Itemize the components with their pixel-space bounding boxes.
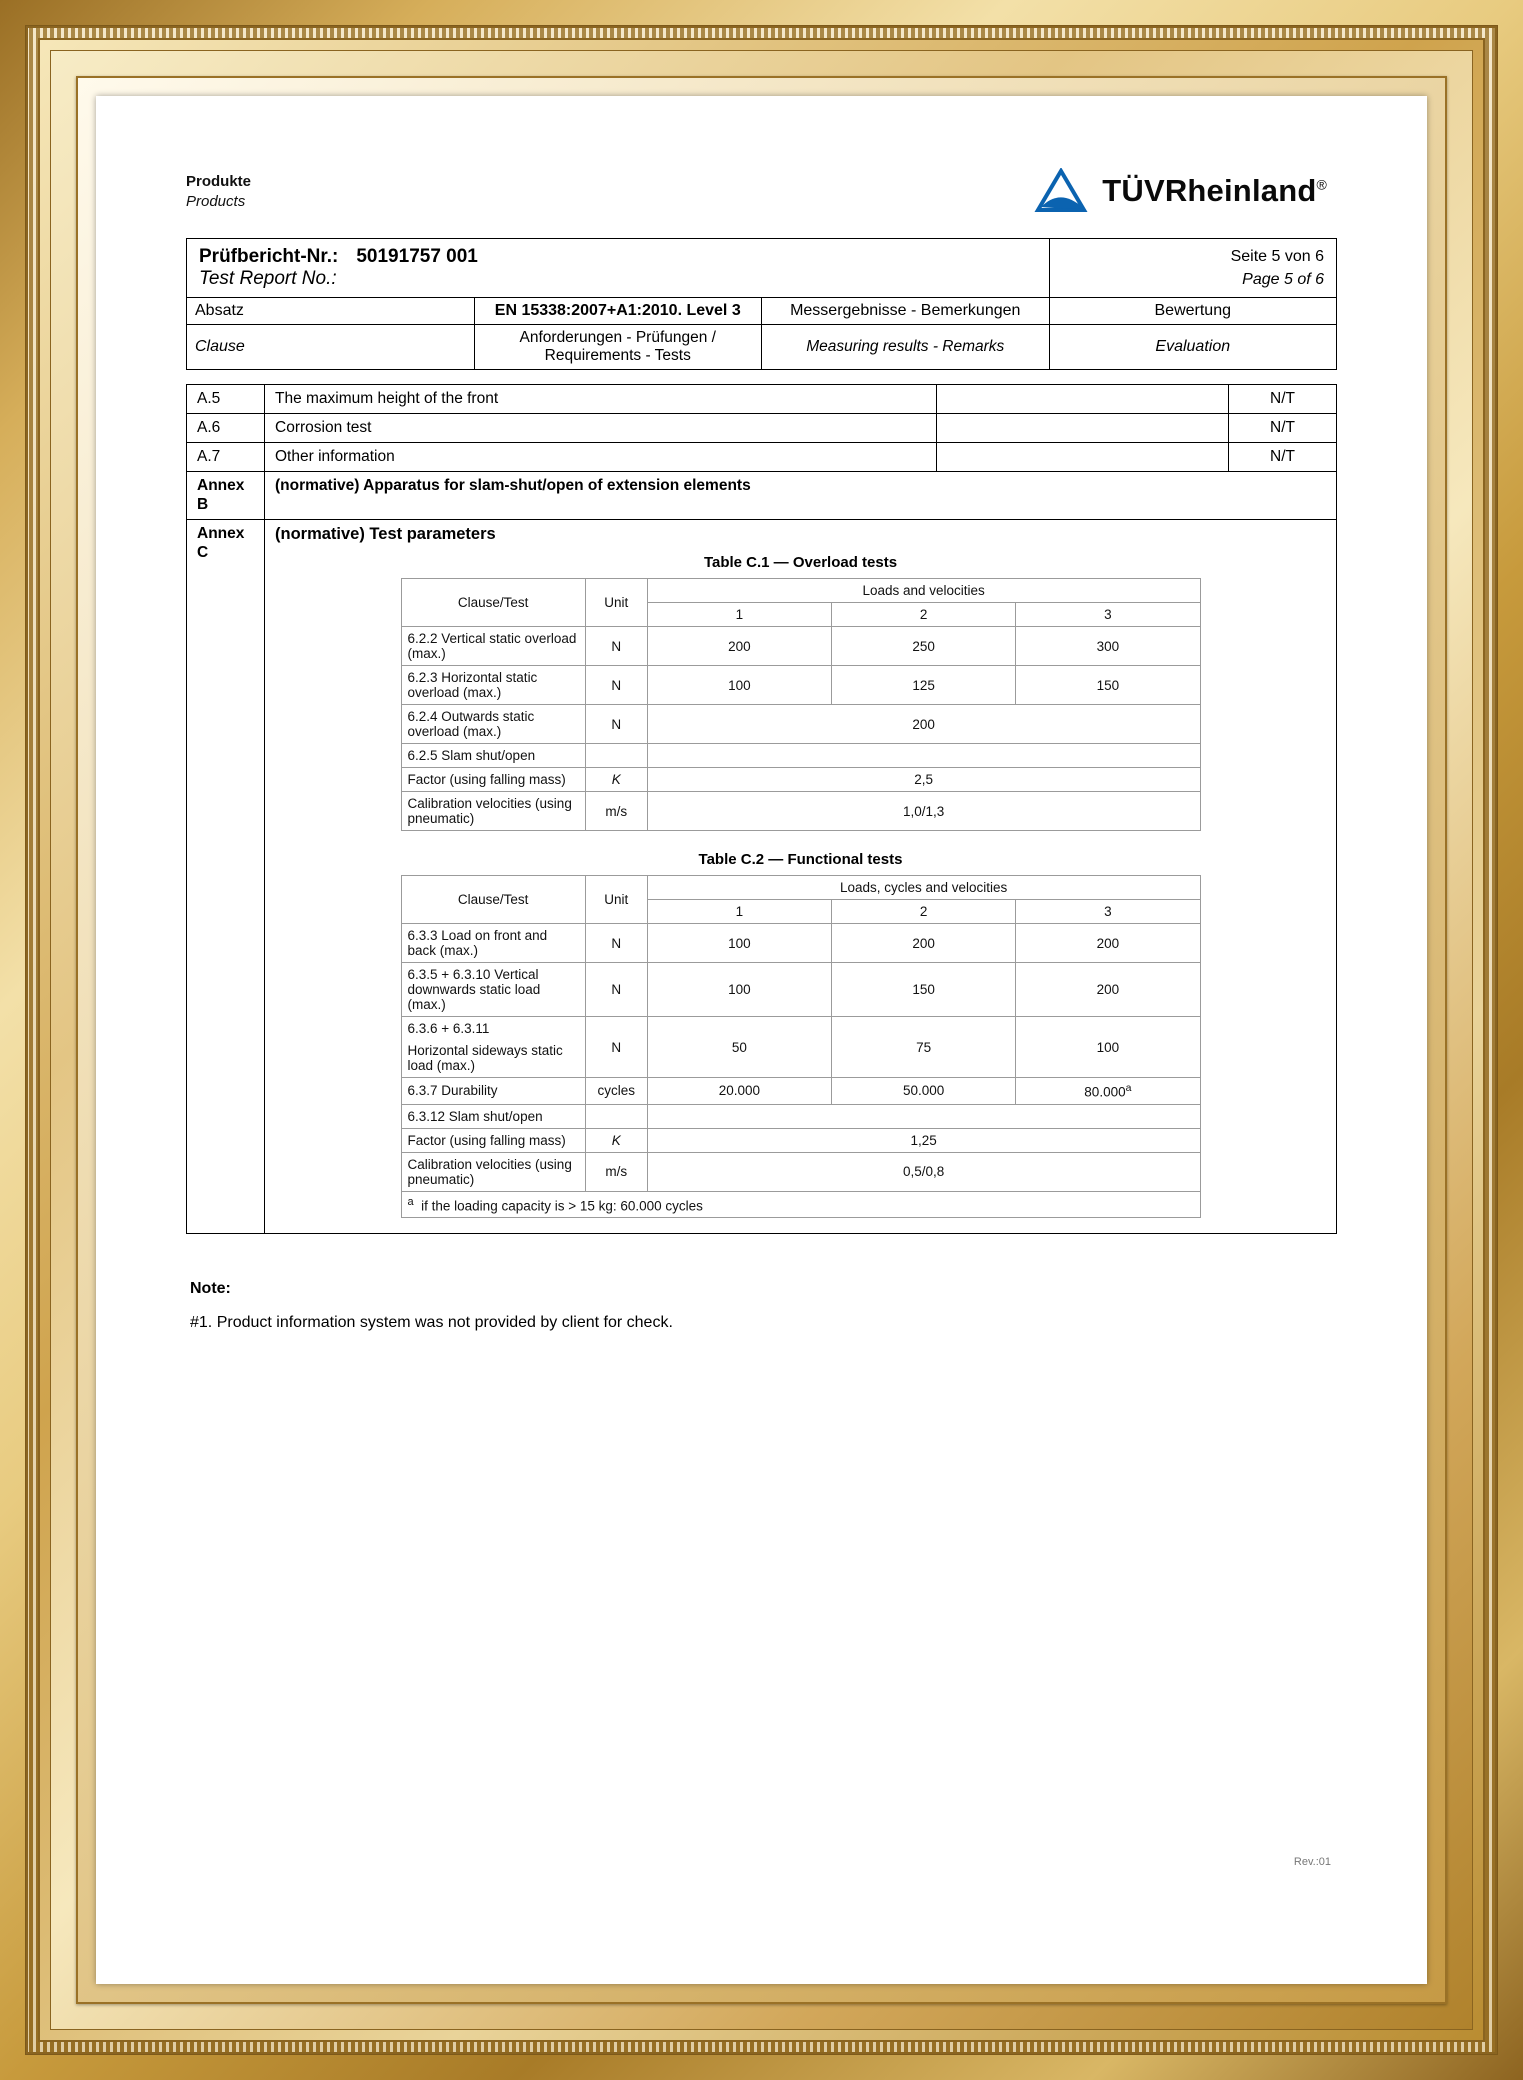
- table-c2-head-group: Loads, cycles and velocities: [647, 876, 1200, 900]
- table-row: [187, 443, 1337, 472]
- table-c2-span-value: 1,25: [647, 1128, 1200, 1152]
- row-measuring-results: [937, 443, 1229, 472]
- row-evaluation: N/T: [1229, 443, 1337, 472]
- table-c2-row: [401, 1104, 1200, 1128]
- table-c2-row: [401, 1078, 1200, 1105]
- report-number-label-de: Prüfbericht-Nr.:: [199, 246, 339, 267]
- clause-table: [186, 384, 1337, 1234]
- table-c2-footnote-marker: a: [407, 1195, 414, 1208]
- produkte-label-en: Products: [186, 193, 246, 211]
- column-header-row-en: [187, 325, 1337, 370]
- table-c1-row: [401, 705, 1200, 744]
- table-c1-v1: 100: [647, 666, 831, 705]
- tuv-triangle-logo-icon: [1032, 168, 1090, 214]
- col3-header-en: Measuring results - Remarks: [762, 325, 1050, 370]
- row-clause: A.5: [187, 385, 265, 414]
- table-c2-v3-footnote-ref: a: [1125, 1082, 1132, 1095]
- table-c2-head-clause: Clause/Test: [401, 876, 585, 924]
- table-c1-row: [401, 768, 1200, 792]
- table-c2-test-line2: Horizontal sideways static load (max.): [407, 1043, 563, 1074]
- table-c1-span-value: 1,0/1,3: [647, 792, 1200, 831]
- row-evaluation: N/T: [1229, 385, 1337, 414]
- page-indicator-de: Seite 5 von 6: [1230, 247, 1324, 265]
- table-c2-span-value: [647, 1104, 1200, 1128]
- table-c2-test: Calibration velocities (using pneumatic): [401, 1152, 585, 1191]
- annex-b-title: (normative) Apparatus for slam-shut/open of extension elements: [265, 472, 1337, 520]
- table-c2-row: [401, 924, 1200, 963]
- table-c2-unit: N: [585, 1017, 647, 1078]
- table-c1-test: Calibration velocities (using pneumatic): [401, 792, 585, 831]
- table-c2-test: 6.3.5 + 6.3.10 Vertical downwards static load (max.): [401, 963, 585, 1017]
- table-c1-span-value: 2,5: [647, 768, 1200, 792]
- table-c1-head-clause: Clause/Test: [401, 579, 585, 627]
- table-c1-v3: 150: [1016, 666, 1200, 705]
- table-c2-v3: 100: [1016, 1017, 1200, 1078]
- col3-header-de: Messergebnisse - Bemerkungen: [762, 298, 1050, 325]
- logo-registered-mark: ®: [1316, 176, 1327, 193]
- table-c2-footnote-text: if the loading capacity is > 15 kg: 60.000 cycles: [421, 1198, 703, 1214]
- table-c2-unit: m/s: [585, 1152, 647, 1191]
- row-evaluation: N/T: [1229, 414, 1337, 443]
- table-c2-row: [401, 963, 1200, 1017]
- table-c1-span-value: 200: [647, 705, 1200, 744]
- table-c1-v3: 300: [1016, 627, 1200, 666]
- table-c1: [401, 578, 1201, 831]
- table-c1-head-group: Loads and velocities: [647, 579, 1200, 603]
- table-c2-test: 6.3.12 Slam shut/open: [401, 1104, 585, 1128]
- note-body: #1. Product information system was not provided by client for check.: [190, 1314, 673, 1332]
- table-c1-unit: [585, 744, 647, 768]
- logo-text: TÜVRheinland: [1102, 173, 1317, 208]
- table-c1-unit: N: [585, 666, 647, 705]
- table-c2-v3: 80.000: [1084, 1084, 1126, 1100]
- table-c2-wrapper: [275, 841, 1326, 1228]
- table-c2-v2: 50.000: [832, 1078, 1016, 1105]
- row-clause: A.6: [187, 414, 265, 443]
- table-c2-span-value: 0,5/0,8: [647, 1152, 1200, 1191]
- annex-c-label: Annex C: [187, 520, 265, 1234]
- table-c2-v3: 200: [1016, 963, 1200, 1017]
- row-clause: A.7: [187, 443, 265, 472]
- table-c2-head-unit: Unit: [585, 876, 647, 924]
- table-c1-head-col-2: 2: [832, 603, 1016, 627]
- table-c2-v1: 20.000: [647, 1078, 831, 1105]
- table-c1-wrapper: [275, 544, 1326, 841]
- col4-header-en: Evaluation: [1049, 325, 1337, 370]
- table-c2-v2: 75: [832, 1017, 1016, 1078]
- table-c1-v2: 250: [832, 627, 1016, 666]
- table-c2-caption: Table C.2 — Functional tests: [698, 851, 903, 869]
- tuv-rheinland-wordmark: [1102, 173, 1327, 209]
- table-c1-head-col-1: 1: [647, 603, 831, 627]
- row-requirement: Corrosion test: [265, 414, 937, 443]
- annex-c-row: [187, 520, 1337, 1234]
- col2-header-de: EN 15338:2007+A1:2010. Level 3: [474, 298, 762, 325]
- table-c1-span-value: [647, 744, 1200, 768]
- col2-header-en: Anforderungen - Prüfungen / Requirements - Tests: [474, 325, 762, 370]
- row-requirement: Other information: [265, 443, 937, 472]
- table-c2-test-multiline: [401, 1017, 585, 1078]
- col1-header-en: Clause: [187, 325, 475, 370]
- produkte-label-de: Produkte: [186, 173, 252, 190]
- table-c2-test: 6.3.3 Load on front and back (max.): [401, 924, 585, 963]
- table-c2-head-col-3: 3: [1016, 900, 1200, 924]
- table-c2-test: 6.3.6 + 6.3.11: [407, 1021, 490, 1037]
- table-row: [187, 385, 1337, 414]
- table-c2-v3: 200: [1016, 924, 1200, 963]
- table-c2-header-row-1: [401, 876, 1200, 900]
- table-c2-v1: 100: [647, 924, 831, 963]
- table-c2-unit: N: [585, 963, 647, 1017]
- table-c2-v2: 150: [832, 963, 1016, 1017]
- table-c1-unit: m/s: [585, 792, 647, 831]
- table-c2-row: [401, 1017, 1200, 1078]
- revision-label: Rev.:01: [1293, 1856, 1331, 1868]
- table-c2-v3-cell: [1016, 1078, 1200, 1105]
- table-c1-test: Factor (using falling mass): [401, 768, 585, 792]
- table-c2-test: 6.3.7 Durability: [401, 1078, 585, 1105]
- table-c2-unit: cycles: [585, 1078, 647, 1105]
- table-c1-row: [401, 666, 1200, 705]
- row-measuring-results: [937, 385, 1229, 414]
- document-page: [96, 96, 1427, 1984]
- table-c1-v2: 125: [832, 666, 1016, 705]
- column-header-row-de: [187, 298, 1337, 325]
- table-c1-unit: K: [585, 768, 647, 792]
- table-c2-head-col-2: 2: [832, 900, 1016, 924]
- note-heading: Note:: [190, 1280, 231, 1298]
- table-c1-head-unit: Unit: [585, 579, 647, 627]
- produkte-label: [186, 168, 251, 213]
- report-number-cell: [187, 239, 1050, 298]
- table-c2-head-col-1: 1: [647, 900, 831, 924]
- table-c2-test: Factor (using falling mass): [401, 1128, 585, 1152]
- report-number-label-en: Test Report No.:: [199, 268, 337, 289]
- annex-b-row: [187, 472, 1337, 520]
- table-c2-v1: 100: [647, 963, 831, 1017]
- row-measuring-results: [937, 414, 1229, 443]
- table-c1-row: [401, 744, 1200, 768]
- annex-c-title: (normative) Test parameters: [275, 525, 496, 544]
- table-row: [187, 414, 1337, 443]
- table-c2-footnote: [401, 1191, 1200, 1218]
- table-c1-v1: 200: [647, 627, 831, 666]
- table-c2-row: [401, 1152, 1200, 1191]
- table-c1-head-col-3: 3: [1016, 603, 1200, 627]
- table-c1-caption: Table C.1 — Overload tests: [703, 554, 898, 572]
- table-c1-unit: N: [585, 627, 647, 666]
- page-indicator-cell: [1049, 239, 1337, 298]
- annex-c-content: [265, 520, 1337, 1234]
- table-c2-v1: 50: [647, 1017, 831, 1078]
- report-header-table: [186, 238, 1337, 370]
- table-c1-test: 6.2.5 Slam shut/open: [401, 744, 585, 768]
- table-c1-test: 6.2.4 Outwards static overload (max.): [401, 705, 585, 744]
- table-c2-unit: N: [585, 924, 647, 963]
- row-requirement: The maximum height of the front: [265, 385, 937, 414]
- report-number-value: 50191757 001: [356, 246, 478, 267]
- table-c1-test: 6.2.2 Vertical static overload (max.): [401, 627, 585, 666]
- table-c2-unit: [585, 1104, 647, 1128]
- table-c1-row: [401, 627, 1200, 666]
- report-number-de: [199, 246, 1037, 268]
- col1-header-de: Absatz: [187, 298, 475, 325]
- table-c1-row: [401, 792, 1200, 831]
- page-indicator-en: Page 5 of 6: [1242, 271, 1324, 288]
- table-c2-footnote-row: [401, 1191, 1200, 1218]
- table-c2-unit: K: [585, 1128, 647, 1152]
- table-c1-header-row-1: [401, 579, 1200, 603]
- table-c2-row: [401, 1128, 1200, 1152]
- col4-header-de: Bewertung: [1049, 298, 1337, 325]
- document-header: [186, 168, 1337, 214]
- report-number-row: [187, 239, 1337, 298]
- table-c2-v2: 200: [832, 924, 1016, 963]
- table-c1-unit: N: [585, 705, 647, 744]
- table-c2: [401, 875, 1201, 1218]
- table-c1-test: 6.2.3 Horizontal static overload (max.): [401, 666, 585, 705]
- annex-b-label: Annex B: [187, 472, 265, 520]
- tuv-rheinland-logo: [1032, 168, 1337, 214]
